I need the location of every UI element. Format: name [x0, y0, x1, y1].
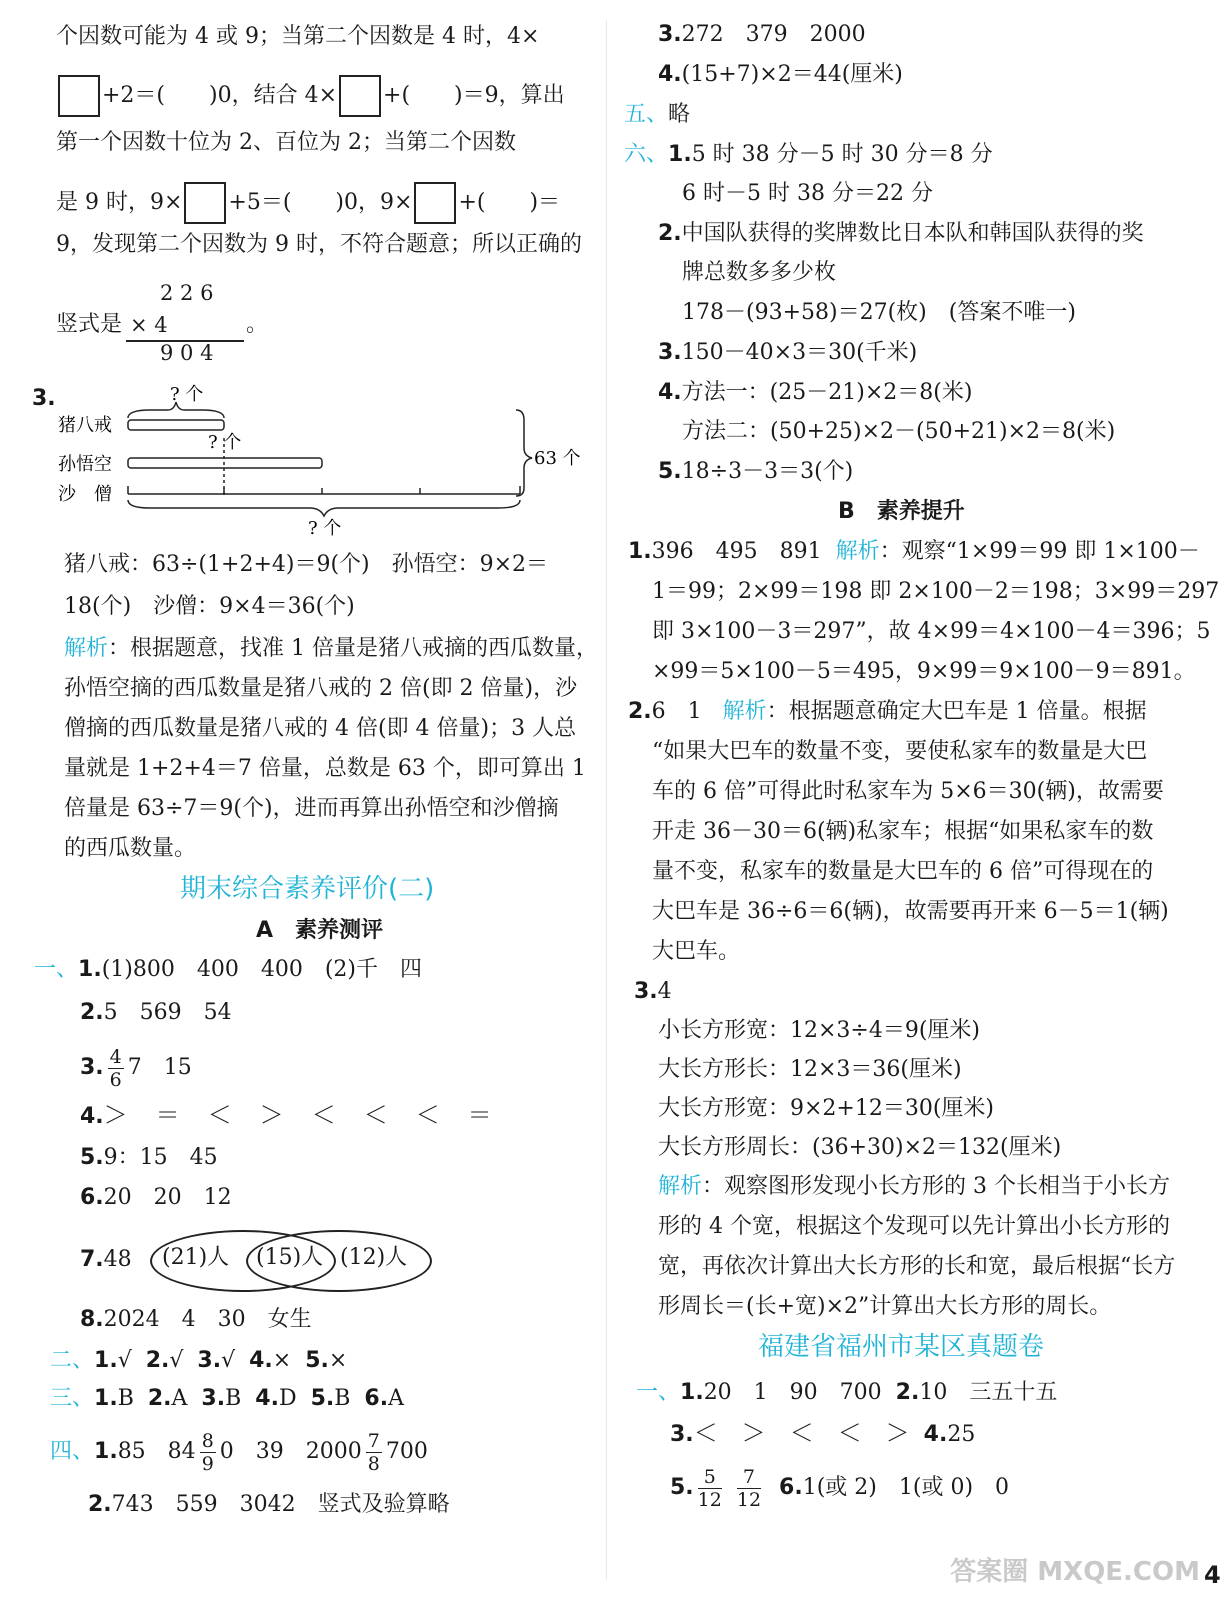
answer-line: 即 3×100－3＝297”，故 4×99＝4×100－4＝396；5	[652, 619, 1211, 644]
question-number: 3.	[32, 386, 56, 411]
venn-mid-value: (15)人	[256, 1245, 324, 1270]
analysis-label: 解析	[722, 699, 767, 724]
venn-left-value: (21)人	[162, 1245, 230, 1270]
answer-line: 178－(93+58)＝27(枚) (答案不唯一)	[682, 300, 1076, 325]
answer-line: 解析：观察图形发现小长方形的 3 个长相当于小长方	[658, 1174, 1171, 1199]
answer-line: 1＝99；2×99＝198 即 2×100－2＝198；3×99＝297	[652, 579, 1220, 604]
section-title: 福建省福州市某区真题卷	[758, 1332, 1045, 1362]
answer-line: 宽，再依次计算出大长方形的长和宽，最后根据“长方	[658, 1254, 1176, 1279]
answer-line: 2.743 559 3042 竖式及验算略	[88, 1492, 450, 1517]
text-line: 的西瓜数量。	[64, 836, 197, 861]
brace-top	[128, 402, 224, 418]
answer-line: 形周长＝(长+宽)×2”计算出大长方形的周长。	[658, 1294, 1112, 1319]
text-line: 孙悟空摘的西瓜数量是猪八戒的 2 倍(即 2 倍量)，沙	[64, 676, 578, 701]
unknown-label-top: ? 个	[170, 384, 204, 405]
answer-line: 大巴车是 36÷6＝6(辆)，故需要再开来 6－5＝1(辆)	[652, 899, 1169, 924]
answer-line: 2.5 569 54	[80, 1000, 232, 1025]
answer-line: 大长方形周长：(36+30)×2＝132(厘米)	[658, 1135, 1062, 1160]
row-label-shaseng: 沙 僧	[58, 484, 112, 505]
answer-line: 4.方法一：(25－21)×2＝8(米)	[658, 380, 973, 405]
fraction: $\frac{7}{12}$	[736, 1465, 762, 1511]
bar-zhubajie	[128, 420, 224, 430]
answer-line: 2.中国队获得的奖牌数比日本队和韩国队获得的奖	[658, 221, 1144, 246]
column-divider	[606, 20, 607, 1580]
answer-line: 6.20 20 12	[80, 1185, 232, 1210]
answer-line: 五、略	[624, 102, 691, 127]
row-label-zhubajie: 猪八戒	[58, 415, 112, 436]
answer-line: ×99＝5×100－5＝495，9×99＝9×100－9＝891。	[652, 659, 1196, 684]
answer-line: 6 时－5 时 38 分＝22 分	[682, 181, 933, 206]
unknown-label-bottom: ? 个	[308, 518, 342, 538]
analysis-label: 解析	[64, 636, 109, 661]
text-line: 个因数可能为 4 或 9；当第二个因数是 4 时，4×	[56, 24, 540, 49]
answer-line: 7.48	[80, 1247, 132, 1272]
fraction: $\frac{4}{6}$	[109, 1045, 122, 1091]
analysis-label: 解析	[658, 1174, 703, 1199]
fraction: $\frac{7}{8}$	[367, 1429, 380, 1475]
text-line: 倍量是 63÷7＝9(个)，进而再算出孙悟空和沙僧摘	[64, 796, 559, 821]
vertical-label: 竖式是	[56, 312, 123, 337]
answer-line: 六、1.5 时 38 分－5 时 30 分＝8 分	[624, 142, 993, 167]
text-line: 第一个因数十位为 2、百位为 2；当第二个因数	[56, 130, 516, 155]
answer-line: “如果大巴车的数量不变，要使私家车的数量是大巴	[652, 739, 1148, 764]
answer-line: 方法二：(50+25)×2－(50+21)×2＝8(米)	[682, 419, 1116, 444]
answer-line: 小长方形宽：12×3÷4＝9(厘米)	[658, 1018, 981, 1043]
answer-line: 牌总数多多少枚	[682, 260, 837, 285]
page-number: 4	[1204, 1561, 1221, 1589]
answer-line: 车的 6 倍”可得此时私家车为 5×6＝30(辆)，故需要	[652, 779, 1164, 804]
answer-line: 5.9：15 45	[80, 1145, 218, 1170]
vertical-result: 9 0 4	[160, 341, 214, 365]
watermark-logo: 答案圈 MXQE.COM	[950, 1557, 1200, 1587]
text-line: 僧摘的西瓜数量是猪八戒的 4 倍(即 4 倍量)；3 人总	[64, 716, 577, 741]
line-segment-diagram	[50, 378, 595, 538]
answer-line: 量不变，私家车的数量是大巴车的 6 倍”可得现在的	[652, 859, 1154, 884]
answer-line: 二、1.√ 2.√ 3.√ 4.× 5.×	[50, 1348, 348, 1373]
answer-line: 四、1.85 84 $\frac{8}{9}$ 0 39 2000 $\frac{7}{8}$ 700	[50, 1429, 428, 1475]
answer-line: 开走 36－30＝6(辆)私家车；根据“如果私家车的数	[652, 819, 1154, 844]
text-line: 9，发现第二个因数为 9 时，不符合题意；所以正确的	[56, 232, 582, 257]
unknown-label-mid: ? 个	[208, 432, 242, 453]
vertical-mult: × 4	[130, 313, 168, 337]
answer-box	[414, 182, 456, 224]
answer-line: 大巴车。	[652, 939, 741, 964]
answer-line: 三、1.B 2.A 3.B 4.D 5.B 6.A	[50, 1386, 404, 1411]
row-label-sunwukong: 孙悟空	[58, 454, 112, 475]
answer-box	[339, 75, 381, 117]
answer-line: 3.272 379 2000	[658, 22, 866, 47]
answer-line: 3. $\frac{4}{6}$ 7 15	[80, 1045, 192, 1091]
total-label: 63 个	[534, 448, 581, 469]
subsection-title: A 素养测评	[256, 918, 384, 943]
analysis-label: 解析	[835, 539, 880, 564]
left-column	[0, 0, 605, 1600]
text-line: 猪八戒：63÷(1+2+4)＝9(个) 孙悟空：9×2＝	[64, 552, 549, 577]
vertical-top: 2 2 6	[160, 281, 214, 305]
answer-line: 3.4	[634, 979, 672, 1004]
answer-line: 5. $\frac{5}{12}$ $\frac{7}{12}$ 6.1(或 2) 1(或 0) 0	[670, 1465, 1010, 1511]
subsection-title: B 素养提升	[838, 499, 965, 524]
section-title: 期末综合素养评价(二)	[180, 874, 435, 904]
answer-line: 2.6 1 解析：根据题意确定大巴车是 1 倍量。根据	[628, 699, 1147, 724]
bar-sunwukong	[128, 458, 322, 468]
text-line: +2＝( )0，结合 4× +( )＝9，算出	[56, 75, 565, 117]
right-column	[612, 0, 1226, 1600]
answer-line: 大长方形宽：9×2+12＝30(厘米)	[658, 1096, 995, 1121]
answer-line: 3.150－40×3＝30(千米)	[658, 340, 918, 365]
vertical-end: 。	[246, 312, 269, 337]
text-line: 18(个) 沙僧：9×4＝36(个)	[64, 594, 355, 619]
brace-right	[516, 410, 532, 496]
answer-line: 形的 4 个宽，根据这个发现可以先计算出小长方形的	[658, 1214, 1170, 1239]
answer-line: 4.(15+7)×2＝44(厘米)	[658, 62, 903, 87]
answer-line: 3.＜ ＞ ＜ ＜ ＞ 4.25	[670, 1419, 976, 1447]
answer-box	[58, 75, 100, 117]
text-line: 解析：根据题意，找准 1 倍量是猪八戒摘的西瓜数量，	[64, 636, 599, 661]
brace-bottom	[128, 500, 520, 516]
fraction: $\frac{8}{9}$	[201, 1429, 214, 1475]
answer-line: 1.396 495 891 解析：观察“1×99＝99 即 1×100－	[628, 539, 1200, 564]
fraction: $\frac{5}{12}$	[697, 1465, 722, 1511]
text-line: 是 9 时，9× +5＝( )0，9× +( )＝	[56, 182, 560, 224]
answer-line: 8.2024 4 30 女生	[80, 1307, 312, 1332]
venn-right-value: (12)人	[340, 1245, 408, 1270]
answer-line: 一、1.20 1 90 700 2.10 三五十五	[636, 1380, 1058, 1405]
answer-line: 一、1.(1)800 400 400 (2)千 四	[34, 957, 422, 982]
answer-line: 5.18÷3－3＝3(个)	[658, 459, 854, 484]
answer-line: 大长方形长：12×3＝36(厘米)	[658, 1057, 962, 1082]
answer-box	[184, 182, 226, 224]
text-line: 量就是 1+2+4＝7 倍量，总数是 63 个，即可算出 1	[64, 756, 586, 781]
answer-line: 4.＞ ＝ ＜ ＞ ＜ ＜ ＜ ＝	[80, 1101, 494, 1129]
